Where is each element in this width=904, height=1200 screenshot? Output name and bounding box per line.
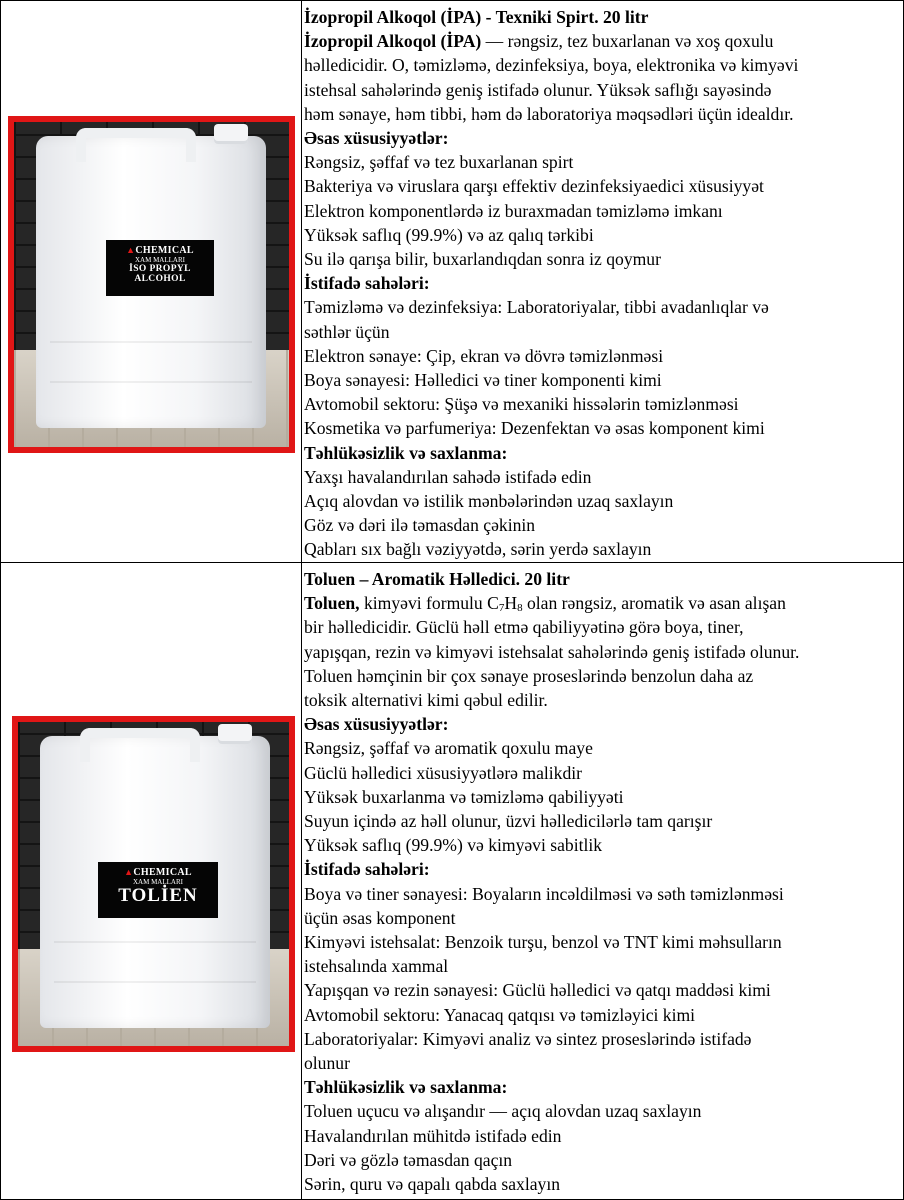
canister-ridge — [50, 381, 252, 383]
description-line — [304, 615, 903, 639]
line-text: Suyun içində az həll olunur, üzvi həlledicilərlə tam qarışır — [304, 811, 713, 832]
line-text: Rəngsiz, şəffaf və aromatik qoxulu maye — [304, 738, 593, 759]
formula-text: kimyəvi formulu C — [359, 593, 499, 614]
line-text: Yüksək saflıq (99.9%) və az qalıq tərkibi — [304, 224, 594, 245]
description-line — [304, 1051, 903, 1075]
description-line — [304, 954, 903, 978]
canister-image — [36, 136, 266, 428]
section-heading — [304, 126, 903, 150]
line-text: Təmizləmə və dezinfeksiya: Laboratoriyalar, tibbi avadanlıqlar və — [304, 297, 769, 318]
description-line — [304, 882, 903, 906]
product-photo-toluene — [12, 716, 295, 1052]
description-line — [304, 537, 903, 561]
line-text: Yüksək saflıq (99.9%) və kimyəvi sabitlik — [304, 835, 603, 856]
product-label — [106, 240, 214, 296]
canister-cap — [218, 724, 252, 744]
label-line-1: TOLİEN — [118, 885, 198, 906]
description-line — [304, 640, 903, 664]
description-line — [304, 1099, 903, 1123]
label-line-2: ALCOHOL — [134, 274, 186, 284]
canister-handle — [80, 728, 200, 762]
bold-text: İstifadə sahələri: — [304, 859, 430, 880]
line-text: Açıq alovdan və istilik mənbələrindən uzaq saxlayın — [304, 491, 674, 512]
description-line — [304, 29, 903, 53]
line-text: toksik alternativi kimi qəbul edilir. — [304, 690, 548, 711]
logo-triangle-icon: ▲ — [124, 867, 134, 877]
line-text: həm sənaye, həm tibbi, həm də laboratoriya məqsədləri üçün idealdır. — [304, 103, 794, 124]
line-text: istehsalında xammal — [304, 956, 449, 977]
formula-subscript: 7 — [498, 602, 505, 615]
line-text: Yaxşı havalandırılan sahədə istifadə edin — [304, 466, 592, 487]
product-image-cell — [1, 1, 302, 562]
label-subtitle: XAM MALLARI — [133, 878, 183, 886]
brand-name: CHEMICAL — [135, 245, 194, 256]
description-line — [304, 1148, 903, 1172]
formula-line — [304, 591, 903, 615]
line-text: yapışqan, rezin və kimyəvi istehsalat sahələrində geniş istifadə olunur. — [304, 641, 800, 662]
line-text: Göz və dəri ilə təmasdan çəkinin — [304, 515, 536, 536]
bold-text: İzopropil Alkoqol (İPA) - Texniki Spirt. 20 litr — [304, 7, 649, 27]
description-line — [304, 930, 903, 954]
description-line — [304, 53, 903, 77]
canister-cap — [214, 124, 248, 144]
description-line — [304, 736, 903, 760]
line-text: Toluen həmçinin bir çox sənaye proseslərində benzolun daha az — [304, 665, 754, 686]
product-description-ipa — [303, 1, 903, 562]
line-text: Boya sənayesi: Həlledici və tiner komponenti kimi — [304, 370, 662, 391]
product-image-cell — [1, 563, 302, 1199]
label-line-1: İSO PROPYL — [129, 264, 191, 274]
description-line — [304, 320, 903, 344]
line-text: Bakteriya və viruslara qarşı effektiv dezinfeksiyaedici xüsusiyyət — [304, 176, 764, 197]
canister-ridge — [54, 941, 256, 943]
line-text: Avtomobil sektoru: Yanacaq qatqısı və təmizləyici kimi — [304, 1004, 696, 1025]
line-text: Yapışqan və rezin sənayesi: Güclü həlledici və qatqı maddəsi kimi — [304, 980, 771, 1001]
bold-text: İstifadə sahələri: — [304, 273, 430, 294]
section-heading — [304, 5, 903, 29]
line-text: Qabları sıx bağlı vəziyyətdə, sərin yerdə saxlayın — [304, 539, 652, 560]
bold-text: Təhlükəsizlik və saxlanma: — [304, 1077, 508, 1098]
line-text: Dəri və gözlə təmasdan qaçın — [304, 1149, 513, 1170]
canister-ridge — [54, 981, 256, 983]
line-text: Sərin, quru və qapalı qabda saxlayın — [304, 1174, 561, 1195]
brand-logo — [106, 245, 214, 256]
line-text: Havalandırılan mühitdə istifadə edin — [304, 1125, 562, 1146]
line-text: səthlər üçün — [304, 321, 390, 342]
description-line — [304, 761, 903, 785]
line-text: olunur — [304, 1053, 350, 1074]
line-text: həlledicidir. O, təmizləmə, dezinfeksiya, boya, elektronika və kimyəvi — [304, 55, 799, 76]
section-heading — [304, 712, 903, 736]
section-heading — [304, 271, 903, 295]
description-line — [304, 150, 903, 174]
line-text: Rəngsiz, şəffaf və tez buxarlanan spirt — [304, 152, 574, 173]
canister-handle — [76, 128, 196, 162]
section-heading — [304, 857, 903, 881]
line-text: Su ilə qarışa bilir, buxarlandıqdan sonra iz qoymur — [304, 249, 661, 270]
product-description-toluene — [303, 563, 903, 1199]
description-line — [304, 78, 903, 102]
description-line — [304, 344, 903, 368]
canister-image — [40, 736, 270, 1028]
description-line — [304, 247, 903, 271]
logo-triangle-icon: ▲ — [126, 245, 136, 255]
section-heading — [304, 441, 903, 465]
product-row-toluene — [0, 562, 904, 1200]
label-subtitle: XAM MALLARI — [135, 256, 185, 264]
description-line — [304, 1124, 903, 1148]
description-line — [304, 1172, 903, 1196]
bold-text: Əsas xüsusiyyətlər: — [304, 714, 449, 735]
product-name-bold: Toluen, — [304, 593, 360, 614]
product-title-text: Toluen – Aromatik Həlledici. 20 litr — [304, 569, 570, 589]
canister-ridge — [50, 341, 252, 343]
description-line — [304, 295, 903, 319]
line-text: Kimyəvi istehsalat: Benzoik turşu, benzol və TNT kimi məhsulların — [304, 932, 782, 953]
product-title — [304, 567, 903, 591]
description-line — [304, 1003, 903, 1027]
product-row-ipa — [0, 0, 904, 563]
description-line — [304, 833, 903, 857]
line-text: — rəngsiz, tez buxarlanan və xoş qoxulu — [481, 31, 774, 52]
description-line — [304, 785, 903, 809]
description-line — [304, 489, 903, 513]
line-text: Elektron komponentlərdə iz buraxmadan təmizləmə imkanı — [304, 200, 723, 221]
formula-text: olan rəngsiz, aromatik və asan alışan — [522, 593, 786, 614]
product-label — [98, 862, 218, 918]
line-text: istehsal sahələrində geniş istifadə olunur. Yüksək saflığı sayəsində — [304, 79, 772, 100]
description-line — [304, 1027, 903, 1051]
formula-subscript: 8 — [517, 602, 523, 615]
description-line — [304, 688, 903, 712]
description-line — [304, 978, 903, 1002]
description-line — [304, 809, 903, 833]
line-text: üçün əsas komponent — [304, 907, 456, 928]
description-line — [304, 664, 903, 688]
description-line — [304, 392, 903, 416]
bold-text: Əsas xüsusiyyətlər: — [304, 128, 449, 149]
brand-name: CHEMICAL — [133, 867, 192, 878]
product-photo-ipa — [8, 116, 295, 453]
description-line — [304, 513, 903, 537]
section-heading — [304, 1075, 903, 1099]
description-line — [304, 174, 903, 198]
description-line — [304, 416, 903, 440]
brand-logo — [98, 867, 218, 878]
line-text: bir həlledicidir. Güclü həll etmə qabiliyyətinə görə boya, tiner, — [304, 617, 744, 638]
line-text: Güclü həlledici xüsusiyyətlərə malikdir — [304, 762, 583, 783]
bold-text: Təhlükəsizlik və saxlanma: — [304, 442, 508, 463]
line-text: Laboratoriyalar: Kimyəvi analiz və sintez proseslərində istifadə — [304, 1028, 752, 1049]
formula-text: H — [504, 593, 518, 614]
description-line — [304, 102, 903, 126]
line-text: Toluen uçucu və alışandır — açıq alovdan uzaq saxlayın — [304, 1101, 702, 1122]
line-text: Kosmetika və parfumeriya: Dezenfektan və əsas komponent kimi — [304, 418, 765, 439]
bold-text: İzopropil Alkoqol (İPA) — [304, 31, 482, 52]
description-line — [304, 906, 903, 930]
description-line — [304, 368, 903, 392]
description-line — [304, 465, 903, 489]
description-line — [304, 199, 903, 223]
line-text: Boya və tiner sənayesi: Boyaların incəldilməsi və səth təmizlənməsi — [304, 883, 784, 904]
description-line — [304, 223, 903, 247]
line-text: Yüksək buxarlanma və təmizləmə qabiliyyəti — [304, 786, 624, 807]
line-text: Elektron sənaye: Çip, ekran və dövrə təmizlənməsi — [304, 345, 664, 366]
line-text: Avtomobil sektoru: Şüşə və mexaniki hissələrin təmizlənməsi — [304, 394, 739, 415]
